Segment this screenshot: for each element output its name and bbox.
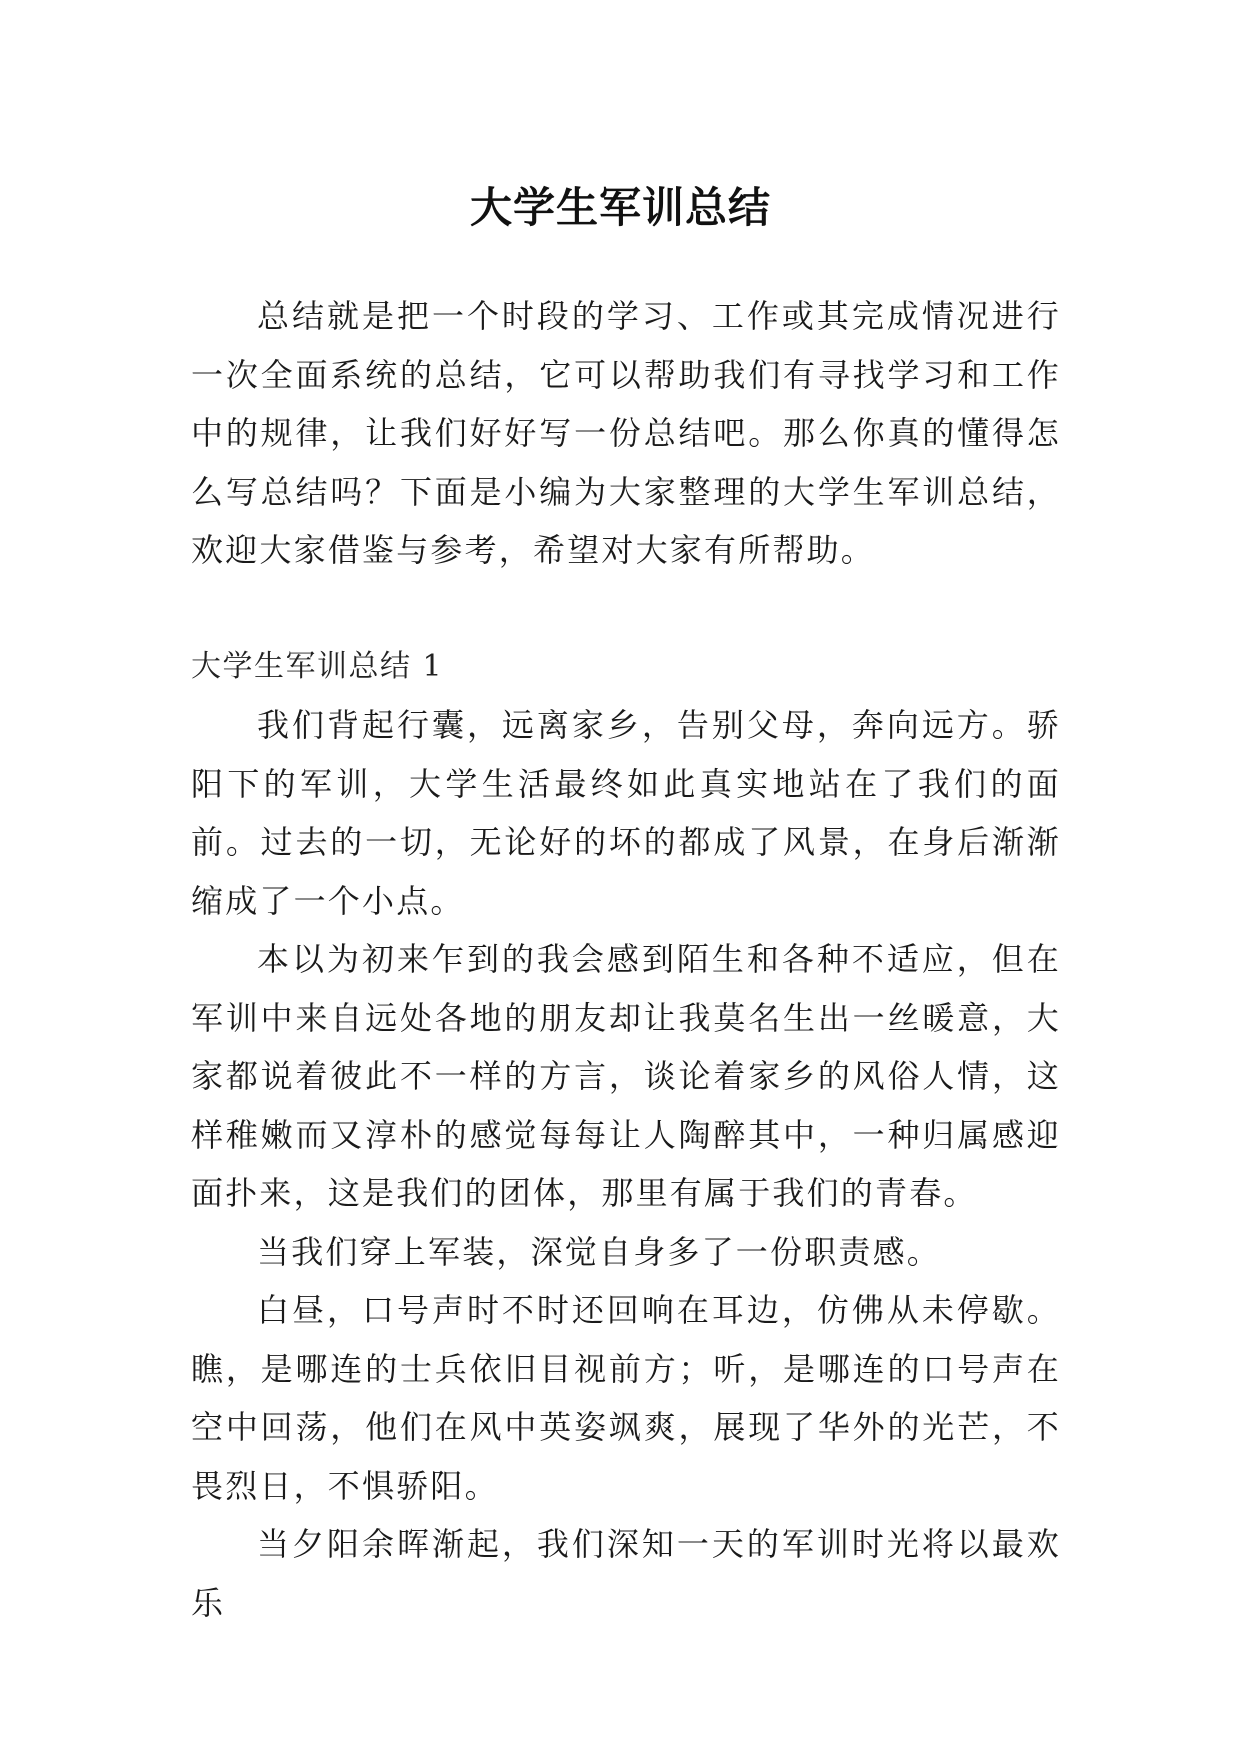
intro-paragraph: 总结就是把一个时段的学习、工作或其完成情况进行一次全面系统的总结，它可以帮助我们有寻找学习和工作中的规律，让我们好好写一份总结吧。那么你真的懂得怎么写总结吗？下面是小编为大家整理的大学生军训总结，欢迎大家借鉴与参考，希望对大家有所帮助。 — [191, 297, 1061, 569]
body-paragraph-2: 本以为初来乍到的我会感到陌生和各种不适应，但在军训中来自远处各地的朋友却让我莫名生出一丝暖意，大家都说着彼此不一样的方言，谈论着家乡的风俗人情，这样稚嫩而又淳朴的感觉每每让人陶醉其中，一种归属感迎面扑来，这是我们的团体，那里有属于我们的青春。 — [191, 940, 1061, 1212]
body-paragraph-1: 我们背起行囊，远离家乡，告别父母，奔向远方。骄阳下的军训，大学生活最终如此真实地站在了我们的面前。过去的一切，无论好的坏的都成了风景，在身后渐渐缩成了一个小点。 — [191, 706, 1061, 920]
body-paragraph-3: 当我们穿上军装，深觉自身多了一份职责感。 — [257, 1232, 942, 1271]
document-title: 大学生军训总结 — [469, 183, 771, 233]
document-body — [191, 287, 1061, 1632]
body-paragraph-5: 当夕阳余晖渐起，我们深知一天的军训时光将以最欢乐 — [191, 1525, 1061, 1622]
body-paragraph-4: 白昼，口号声时不时还回响在耳边，仿佛从未停歇。瞧，是哪连的士兵依旧目视前方；听，是哪连的口号声在空中回荡，他们在风中英姿飒爽，展现了华外的光芒，不畏烈日，不惧骄阳。 — [191, 1291, 1061, 1505]
section-heading: 大学生军训总结 1 — [191, 648, 444, 684]
